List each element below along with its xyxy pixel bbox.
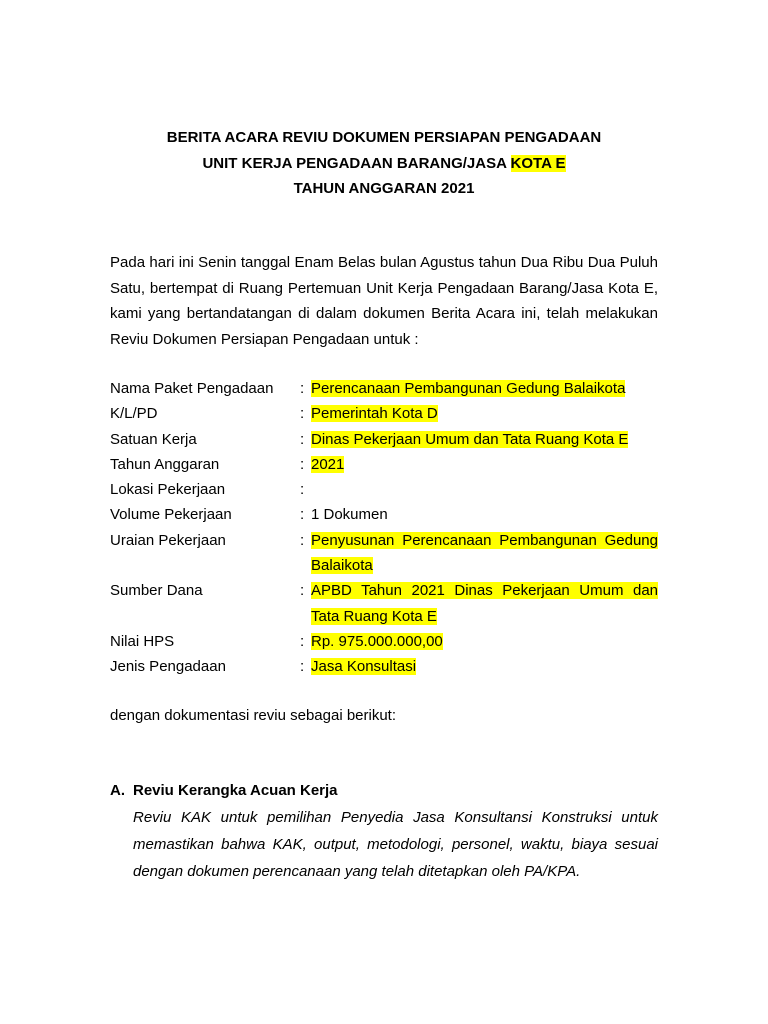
- field-label: Tahun Anggaran: [110, 455, 220, 473]
- title-highlight-kota: KOTA E: [510, 154, 566, 172]
- field-separator: :: [300, 531, 305, 549]
- field-row-sumber-dana: [110, 578, 658, 629]
- title-line-2-text: UNIT KERJA PENGADAAN BARANG/JASA: [202, 154, 511, 172]
- field-separator: :: [300, 430, 305, 448]
- field-value: Penyusunan Perencanaan Pembangunan Gedung Balaikota: [311, 531, 658, 575]
- title-line-1: BERITA ACARA REVIU DOKUMEN PERSIAPAN PENGADAAN: [166, 129, 602, 146]
- field-row-jenis-pengadaan: [110, 654, 658, 679]
- field-separator: :: [300, 506, 305, 524]
- field-separator: :: [300, 658, 305, 676]
- intro-paragraph: Pada hari ini Senin tanggal Enam Belas bulan Agustus tahun Dua Ribu Dua Puluh Satu, bertempat di Ruang Pertemuan Unit Kerja Pengadaan Barang/Jasa Kota E, kami yang bertandatangan di dalam dokumen Berita Acara ini, telah melakukan Reviu Dokumen Persiapan Pengadaan untuk :: [110, 254, 658, 348]
- field-value: Perencanaan Pembangunan Gedung Balaikota: [311, 380, 626, 397]
- field-label: Uraian Pekerjaan: [110, 531, 226, 549]
- title-line-3: TAHUN ANGGARAN 2021: [293, 180, 475, 197]
- field-separator: :: [300, 481, 305, 499]
- field-row-tahun-anggaran: [110, 452, 658, 477]
- field-separator: :: [300, 582, 305, 600]
- field-separator: :: [300, 455, 305, 473]
- field-value: Pemerintah Kota D: [311, 405, 438, 423]
- section-a-body: Reviu KAK untuk pemilihan Penyedia Jasa Konsultansi Konstruksi untuk memastikan bahwa KAK, output, metodologi, personel, waktu, biaya sesuai dengan dokumen perencanaan yang telah ditetapkan oleh PA/KPA.: [133, 808, 658, 880]
- field-value: [311, 477, 658, 502]
- field-row-nilai-hps: [110, 629, 658, 654]
- field-value: APBD Tahun 2021 Dinas Pekerjaan Umum dan Tata Ruang Kota E: [311, 582, 658, 625]
- field-separator: :: [300, 380, 305, 397]
- field-label: Jenis Pengadaan: [110, 658, 226, 676]
- section-a-title: Reviu Kerangka Acuan Kerja: [133, 782, 338, 799]
- field-separator: :: [300, 405, 305, 423]
- field-row-satuan-kerja: [110, 427, 658, 452]
- field-value: 2021: [311, 455, 345, 473]
- section-a-heading: [110, 778, 658, 804]
- field-value: 1 Dokumen: [311, 506, 388, 524]
- field-row-lokasi-pekerjaan: [110, 477, 658, 502]
- field-list: [110, 376, 658, 680]
- field-row-volume-pekerjaan: [110, 502, 658, 527]
- field-label: Nama Paket Pengadaan: [110, 380, 274, 397]
- field-value: Rp. 975.000.000,00: [311, 632, 443, 650]
- section-a: [110, 778, 658, 885]
- field-row-klpd: [110, 401, 658, 426]
- title-line-2: [0, 151, 768, 177]
- field-row-nama-paket: [110, 376, 658, 401]
- field-value: Dinas Pekerjaan Umum dan Tata Ruang Kota E: [311, 430, 629, 448]
- field-label: Lokasi Pekerjaan: [110, 481, 226, 499]
- document-title: [0, 125, 768, 202]
- closing-text: dengan dokumentasi reviu sebagai berikut:: [110, 707, 397, 724]
- field-separator: :: [300, 632, 305, 650]
- section-a-letter: A.: [110, 782, 125, 799]
- field-label: Volume Pekerjaan: [110, 506, 232, 524]
- field-label: Sumber Dana: [110, 582, 203, 600]
- field-row-uraian-pekerjaan: [110, 528, 658, 579]
- field-label: Nilai HPS: [110, 632, 175, 650]
- field-label: Satuan Kerja: [110, 430, 197, 448]
- field-label: K/L/PD: [110, 405, 158, 423]
- field-value: Jasa Konsultasi: [311, 658, 417, 676]
